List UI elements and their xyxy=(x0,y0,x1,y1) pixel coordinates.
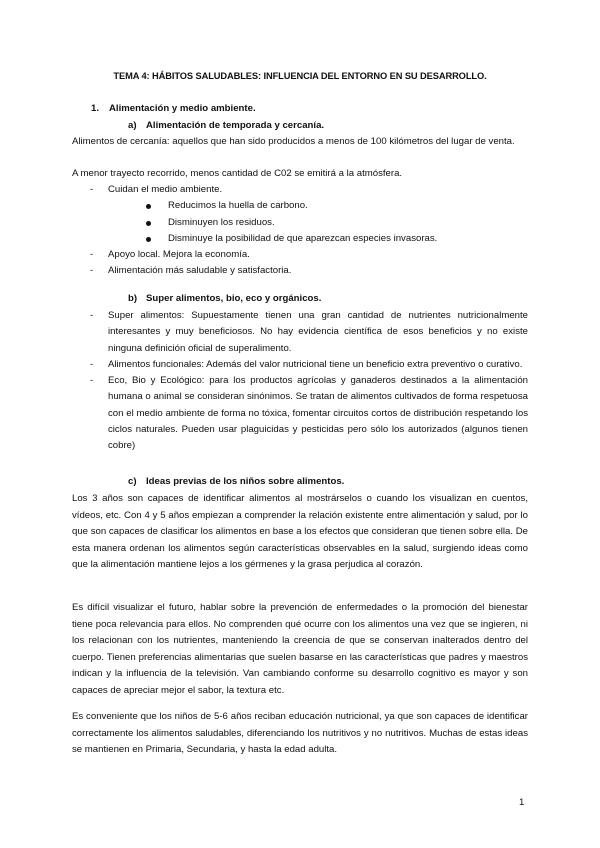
subsection-c-heading xyxy=(128,476,344,487)
dash-marker: - xyxy=(90,249,94,261)
list-item-text: Alimentos funcionales: Además del valor nutricional tiene un beneficio extra preventivo o curativo. xyxy=(108,358,523,370)
subsection-b-title: Super alimentos, bio, eco y orgánicos. xyxy=(146,293,322,304)
section-1-number: 1. xyxy=(91,103,100,114)
bullet-item-text: Reducimos la huella de carbono. xyxy=(168,200,308,212)
subsection-c-paragraph-2: Es difícil visualizar el futuro, hablar sobre la prevención de enfermedades o la promoción del bienestar tiene poca relevancia para ellos. No comprenden qué ocurre con los alimentos una vez que se ingieren, ni los relacionan con los nutrientes, manteniendo la creencia de que se conservan inalterados dentro del cuerpo. Tienen preferencias alimentarias que suelen basarse en las características que padres y maestros indican y la influencia de la televisión. Van cambiando conforme su desarrollo cognitivo es mayor y son capaces de apreciar mejor el sabor, la textura etc. xyxy=(72,602,528,696)
document-title: TEMA 4: HÁBITOS SALUDABLES: INFLUENCIA DEL ENTORNO EN SU DESARROLLO. xyxy=(113,71,487,81)
subsection-b-letter: b) xyxy=(128,293,138,304)
bullet-dot-icon xyxy=(146,221,151,226)
list-item-text: Apoyo local. Mejora la economía. xyxy=(108,249,250,261)
list-item xyxy=(72,263,528,279)
list-item-text: Cuidan el medio ambiente. xyxy=(108,184,223,195)
bullet-dot-icon xyxy=(146,237,151,242)
section-1-title: Alimentación y medio ambiente. xyxy=(109,103,256,114)
bullet-item xyxy=(108,231,528,247)
subsection-a-list xyxy=(72,182,528,280)
subsection-c-paragraph-1: Los 3 años son capaces de identificar alimentos al mostrárselos o cuando los visualizan en cuentos, vídeos, etc. Con 4 y 5 años empiezan a comprender la relación existente entre alimentación y salud, por lo que son capaces de clasificar los alimentos en base a los efectos que consideran que tienen sobre ella. De esta manera ordenan los alimentos según características observables en la salud, surgiendo ideas como que la alimentación mantiene lejos a los gérmenes y la grasa perjudica al corazón. xyxy=(72,493,528,570)
subsection-a-letter: a) xyxy=(128,120,137,131)
subsection-a-bullets xyxy=(108,198,528,247)
bullet-item xyxy=(108,198,528,214)
subsection-c-title: Ideas previas de los niños sobre alimentos. xyxy=(146,476,345,487)
subsection-a-heading xyxy=(128,120,324,131)
subsection-b-heading xyxy=(128,293,321,304)
list-item xyxy=(72,373,528,454)
dash-marker: - xyxy=(90,358,94,370)
dash-marker: - xyxy=(90,184,94,195)
list-item xyxy=(72,247,528,263)
dash-marker: - xyxy=(90,265,94,277)
list-item xyxy=(72,182,528,247)
bullet-dot-icon xyxy=(146,204,151,209)
list-item xyxy=(72,357,528,373)
subsection-a-paragraph-2: A menor trayecto recorrido, menos cantidad de C02 se emitirá a la atmósfera. xyxy=(72,168,403,179)
dash-marker: - xyxy=(90,310,94,321)
list-item-text: Super alimentos: Supuestamente tienen una gran cantidad de nutrientes nutricionalmente interesantes y muy beneficiosos. No hay evidencia científica de esos beneficios y no existe ninguna definición oficial de superalimento. xyxy=(108,310,528,354)
subsection-a-title: Alimentación de temporada y cercanía. xyxy=(146,120,325,131)
bullet-item-text: Disminuye la posibilidad de que aparezcan especies invasoras. xyxy=(168,232,438,244)
list-item-text: Eco, Bio y Ecológico: para los productos agrícolas y ganaderos destinados a la alimentación humana o animal se consideran sinónimos. Se tratan de alimentos cultivados de forma respetuosa con el medio ambiente de forma no tóxica, fomentar circuitos cortos de distribución respetando los ciclos naturales. Pueden usar plaguicidas y pesticidas pero sólo los autorizados (algunos tienen cobre) xyxy=(108,375,528,452)
page-number: 1 xyxy=(519,797,525,808)
subsection-a-paragraph-1: Alimentos de cercanía: aquellos que han sido producidos a menos de 100 kilómetros del lugar de venta. xyxy=(72,136,515,147)
section-1-heading xyxy=(91,103,256,114)
bullet-item-text: Disminuyen los residuos. xyxy=(168,216,275,228)
dash-marker: - xyxy=(90,375,94,387)
subsection-b-list xyxy=(72,308,528,455)
subsection-c-paragraph-3: Es conveniente que los niños de 5-6 años reciban educación nutricional, ya que son capaces de identificar correctamente los alimentos saludables, diferenciando los nutritivos y no nutritivos. Muchas de estas ideas se mantienen en Primaria, Secundaria, y hasta la edad adulta. xyxy=(72,711,528,755)
list-item-text: Alimentación más saludable y satisfactoria. xyxy=(108,265,292,277)
subsection-c-letter: c) xyxy=(128,476,137,487)
bullet-item xyxy=(108,215,528,231)
list-item xyxy=(72,308,528,357)
